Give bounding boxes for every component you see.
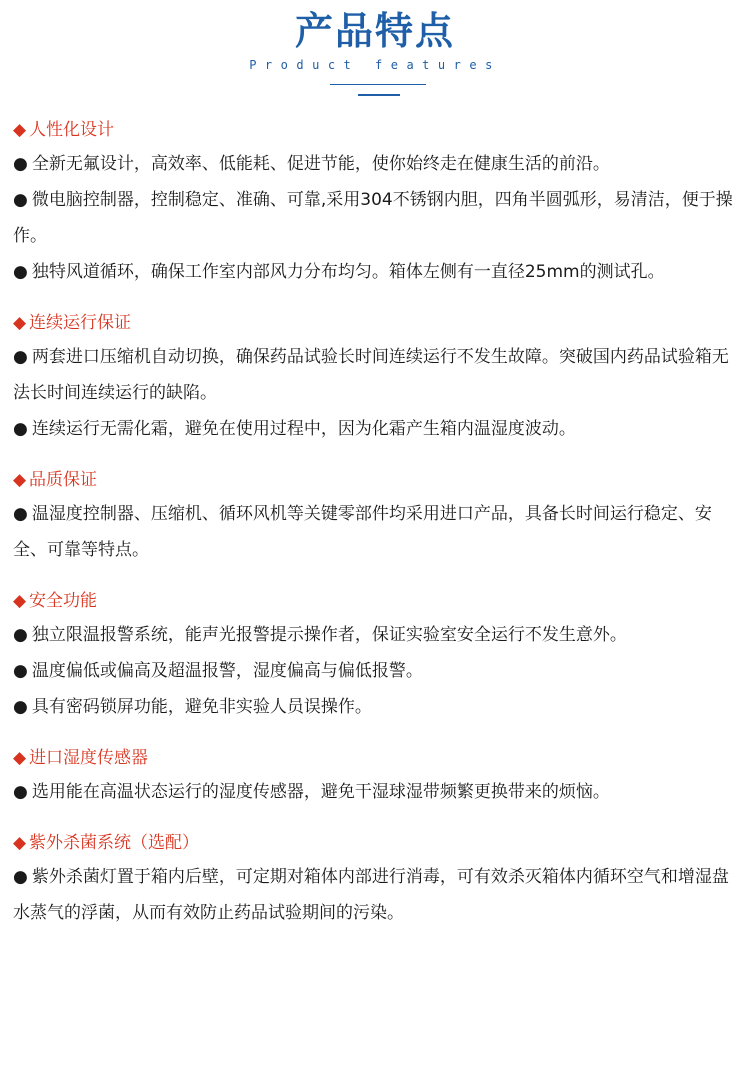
list-item-text: 温度偏低或偏高及超温报警，湿度偏高与偏低报警。 bbox=[31, 661, 423, 681]
diamond-icon: ◆ bbox=[13, 120, 27, 140]
section-title bbox=[13, 589, 738, 617]
list-item-text: 两套进口压缩机自动切换，确保药品试验长时间连续运行不发生故障。突破国内药品试验箱无法长时间连续运行的缺陷。 bbox=[13, 347, 729, 403]
section-title bbox=[13, 311, 738, 339]
diamond-icon: ◆ bbox=[13, 833, 27, 853]
list-item-text: 连续运行无需化霜，避免在使用过程中，因为化霜产生箱内温湿度波动。 bbox=[31, 419, 576, 439]
section-title bbox=[13, 118, 738, 146]
section-continuous-operation bbox=[13, 311, 738, 447]
bullet-icon: ● bbox=[13, 625, 28, 645]
list-item bbox=[13, 617, 738, 653]
section-title-text: 品质保证 bbox=[29, 470, 97, 490]
list-item bbox=[13, 182, 738, 254]
list-item bbox=[13, 774, 738, 810]
list-item-text: 具有密码锁屏功能，避免非实验人员误操作。 bbox=[31, 697, 372, 717]
diamond-icon: ◆ bbox=[13, 470, 27, 490]
list-item-text: 选用能在高温状态运行的湿度传感器，避免干湿球湿带频繁更换带来的烦恼。 bbox=[31, 782, 610, 802]
diamond-icon: ◆ bbox=[13, 591, 27, 611]
list-item-text: 全新无氟设计，高效率、低能耗、促进节能，使你始终走在健康生活的前沿。 bbox=[31, 154, 610, 174]
diamond-icon: ◆ bbox=[13, 313, 27, 333]
list-item bbox=[13, 254, 738, 290]
list-item-text: 独特风道循环，确保工作室内部风力分布均匀。箱体左侧有一直径25mm的测试孔。 bbox=[31, 262, 665, 282]
bullet-icon: ● bbox=[13, 190, 28, 210]
section-title-text: 安全功能 bbox=[29, 591, 97, 611]
bullet-icon: ● bbox=[13, 867, 28, 887]
section-title-text: 紫外杀菌系统（选配） bbox=[29, 833, 199, 853]
bullet-icon: ● bbox=[13, 262, 28, 282]
section-title bbox=[13, 468, 738, 496]
section-title-text: 人性化设计 bbox=[29, 120, 114, 140]
bullet-icon: ● bbox=[13, 661, 28, 681]
bullet-icon: ● bbox=[13, 504, 28, 524]
list-item-text: 温湿度控制器、压缩机、循环风机等关键零部件均采用进口产品，具备长时间运行稳定、安全、可靠等特点。 bbox=[13, 504, 712, 560]
list-item bbox=[13, 689, 738, 725]
title-underline-short bbox=[358, 94, 400, 96]
page-subtitle: Product features bbox=[249, 58, 501, 72]
list-item bbox=[13, 496, 738, 568]
section-title bbox=[13, 831, 738, 859]
bullet-icon: ● bbox=[13, 154, 28, 174]
features-content bbox=[13, 118, 738, 931]
page-header bbox=[0, 0, 750, 100]
section-humanized-design bbox=[13, 118, 738, 290]
list-item-text: 独立限温报警系统，能声光报警提示操作者，保证实验室安全运行不发生意外。 bbox=[31, 625, 627, 645]
bullet-icon: ● bbox=[13, 419, 28, 439]
bullet-icon: ● bbox=[13, 697, 28, 717]
section-quality-assurance bbox=[13, 468, 738, 568]
list-item-text: 微电脑控制器，控制稳定、准确、可靠,采用304不锈钢内胆，四角半圆弧形，易清洁，便于操作。 bbox=[13, 190, 733, 246]
diamond-icon: ◆ bbox=[13, 748, 27, 768]
page-title: 产品特点 bbox=[294, 9, 455, 53]
list-item bbox=[13, 859, 738, 931]
list-item bbox=[13, 653, 738, 689]
list-item bbox=[13, 146, 738, 182]
bullet-icon: ● bbox=[13, 347, 28, 367]
bullet-icon: ● bbox=[13, 782, 28, 802]
section-title-text: 进口湿度传感器 bbox=[29, 748, 148, 768]
section-safety-functions bbox=[13, 589, 738, 725]
section-title-text: 连续运行保证 bbox=[29, 313, 131, 333]
section-uv-sterilization bbox=[13, 831, 738, 931]
list-item bbox=[13, 411, 738, 447]
section-title bbox=[13, 746, 738, 774]
list-item-text: 紫外杀菌灯置于箱内后壁，可定期对箱体内部进行消毒，可有效杀灭箱体内循环空气和增湿盘水蒸气的浮菌，从而有效防止药品试验期间的污染。 bbox=[13, 867, 729, 923]
list-item bbox=[13, 339, 738, 411]
section-imported-humidity-sensor bbox=[13, 746, 738, 810]
title-underline-long bbox=[330, 84, 426, 85]
